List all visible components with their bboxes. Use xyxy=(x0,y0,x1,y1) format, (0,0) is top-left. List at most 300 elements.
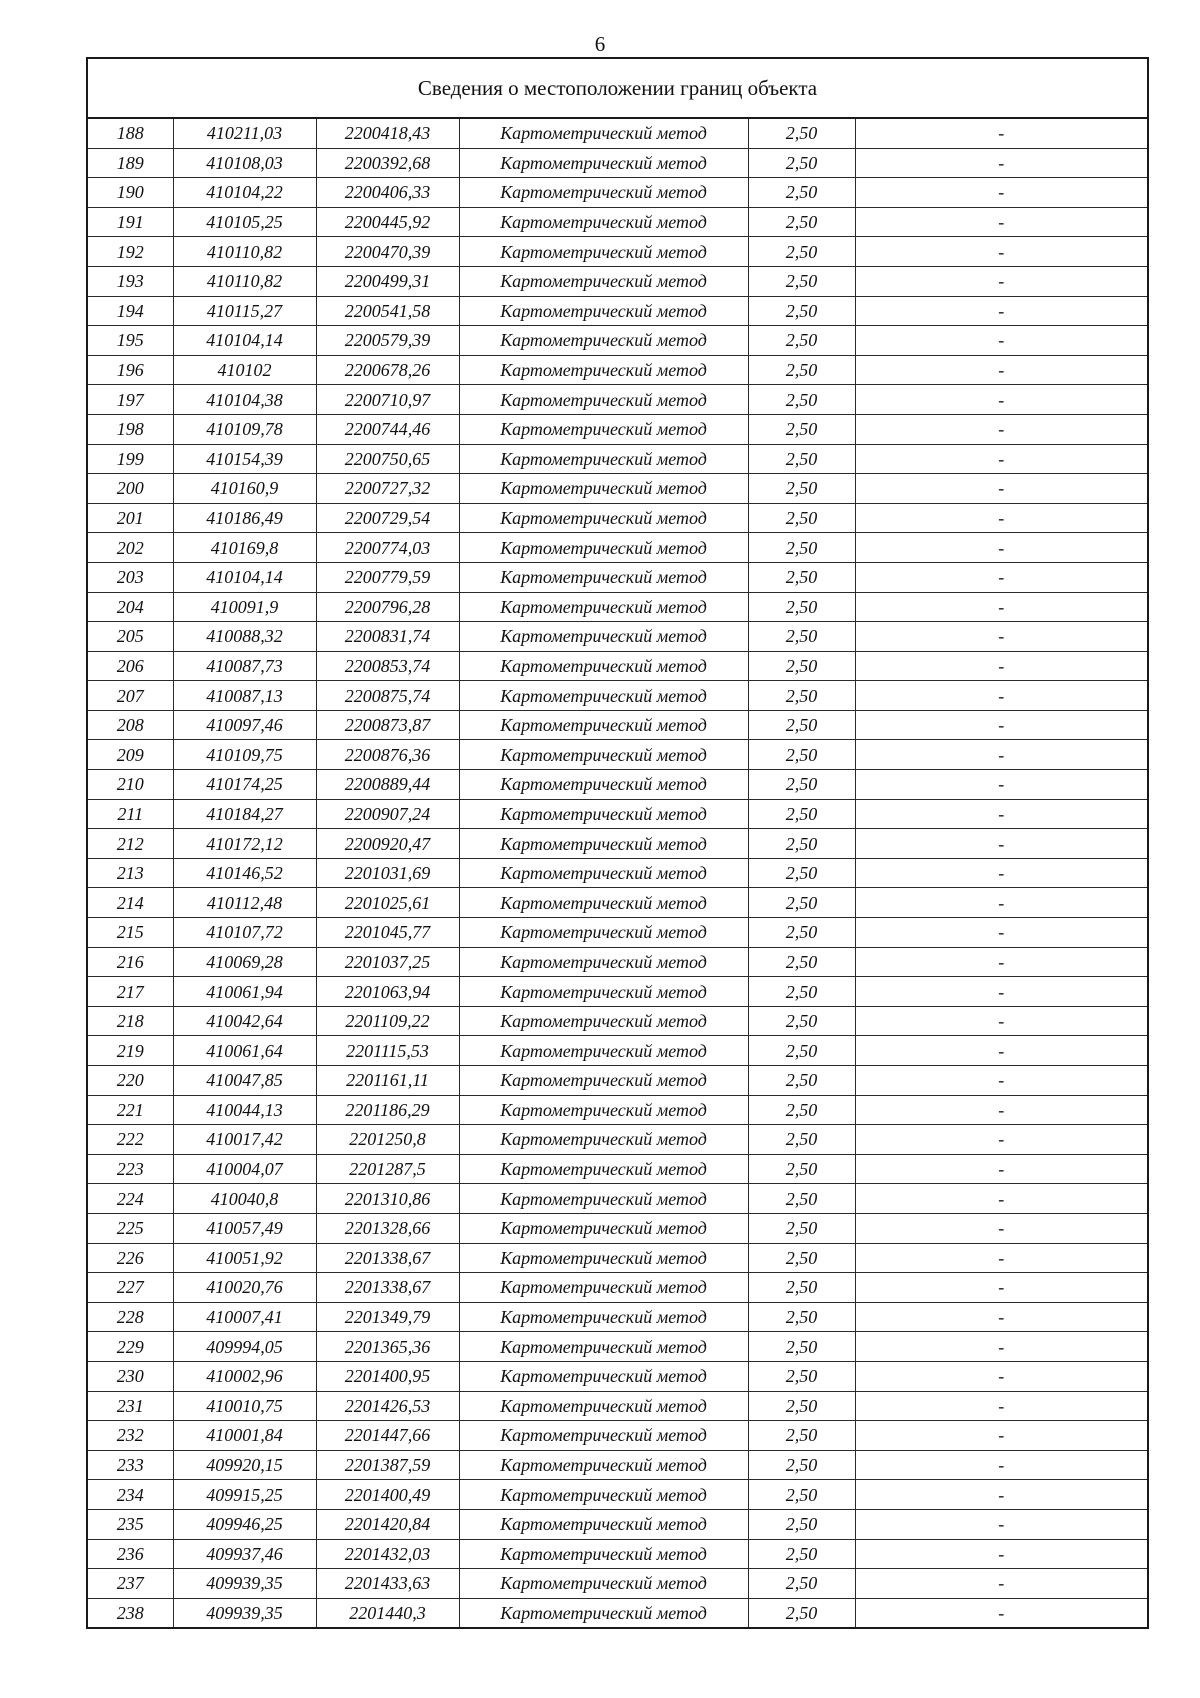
description-cell: - xyxy=(855,1598,1147,1627)
table-row xyxy=(88,1450,1147,1480)
table-row xyxy=(88,326,1147,356)
y-coordinate-cell: 2200853,74 xyxy=(316,651,459,681)
y-coordinate-cell: 2201400,49 xyxy=(316,1480,459,1510)
description-cell: - xyxy=(855,414,1147,444)
y-coordinate-cell: 2201109,22 xyxy=(316,1006,459,1036)
description-cell: - xyxy=(855,1184,1147,1214)
y-coordinate-cell: 2200729,54 xyxy=(316,503,459,533)
method-cell: Картометрический метод xyxy=(459,1332,748,1362)
accuracy-cell: 2,50 xyxy=(748,355,855,385)
y-coordinate-cell: 2201031,69 xyxy=(316,858,459,888)
method-cell: Картометрический метод xyxy=(459,622,748,652)
table-row xyxy=(88,651,1147,681)
boundary-points-table xyxy=(88,119,1147,1627)
method-cell: Картометрический метод xyxy=(459,1243,748,1273)
point-number-cell: 209 xyxy=(88,740,173,770)
table-row xyxy=(88,1095,1147,1125)
accuracy-cell: 2,50 xyxy=(748,1066,855,1096)
method-cell: Картометрический метод xyxy=(459,1125,748,1155)
y-coordinate-cell: 2201045,77 xyxy=(316,918,459,948)
x-coordinate-cell: 410108,03 xyxy=(173,148,316,178)
method-cell: Картометрический метод xyxy=(459,414,748,444)
method-cell: Картометрический метод xyxy=(459,1006,748,1036)
table-row xyxy=(88,770,1147,800)
point-number-cell: 222 xyxy=(88,1125,173,1155)
x-coordinate-cell: 410211,03 xyxy=(173,119,316,148)
accuracy-cell: 2,50 xyxy=(748,503,855,533)
accuracy-cell: 2,50 xyxy=(748,710,855,740)
point-number-cell: 238 xyxy=(88,1598,173,1627)
table-row xyxy=(88,1569,1147,1599)
y-coordinate-cell: 2201447,66 xyxy=(316,1421,459,1451)
description-cell: - xyxy=(855,1421,1147,1451)
x-coordinate-cell: 410001,84 xyxy=(173,1421,316,1451)
description-cell: - xyxy=(855,947,1147,977)
point-number-cell: 210 xyxy=(88,770,173,800)
point-number-cell: 221 xyxy=(88,1095,173,1125)
table-row xyxy=(88,799,1147,829)
point-number-cell: 188 xyxy=(88,119,173,148)
table-row xyxy=(88,829,1147,859)
description-cell: - xyxy=(855,1243,1147,1273)
method-cell: Картометрический метод xyxy=(459,918,748,948)
table-title: Сведения о местоположении границ объекта xyxy=(88,59,1147,119)
x-coordinate-cell: 410061,94 xyxy=(173,977,316,1007)
x-coordinate-cell: 410109,75 xyxy=(173,740,316,770)
x-coordinate-cell: 410042,64 xyxy=(173,1006,316,1036)
point-number-cell: 201 xyxy=(88,503,173,533)
y-coordinate-cell: 2201063,94 xyxy=(316,977,459,1007)
x-coordinate-cell: 410115,27 xyxy=(173,296,316,326)
description-cell: - xyxy=(855,266,1147,296)
accuracy-cell: 2,50 xyxy=(748,1361,855,1391)
table-row xyxy=(88,1273,1147,1303)
point-number-cell: 233 xyxy=(88,1450,173,1480)
x-coordinate-cell: 410088,32 xyxy=(173,622,316,652)
table-body xyxy=(88,119,1147,1627)
table-row xyxy=(88,266,1147,296)
description-cell: - xyxy=(855,355,1147,385)
y-coordinate-cell: 2200418,43 xyxy=(316,119,459,148)
y-coordinate-cell: 2200907,24 xyxy=(316,799,459,829)
y-coordinate-cell: 2201115,53 xyxy=(316,1036,459,1066)
description-cell: - xyxy=(855,562,1147,592)
y-coordinate-cell: 2201400,95 xyxy=(316,1361,459,1391)
y-coordinate-cell: 2200889,44 xyxy=(316,770,459,800)
accuracy-cell: 2,50 xyxy=(748,1006,855,1036)
page-number: 6 xyxy=(594,32,606,56)
y-coordinate-cell: 2201387,59 xyxy=(316,1450,459,1480)
y-coordinate-cell: 2200774,03 xyxy=(316,533,459,563)
point-number-cell: 192 xyxy=(88,237,173,267)
point-number-cell: 189 xyxy=(88,148,173,178)
table-row xyxy=(88,1598,1147,1627)
point-number-cell: 208 xyxy=(88,710,173,740)
method-cell: Картометрический метод xyxy=(459,503,748,533)
accuracy-cell: 2,50 xyxy=(748,1391,855,1421)
method-cell: Картометрический метод xyxy=(459,770,748,800)
accuracy-cell: 2,50 xyxy=(748,385,855,415)
x-coordinate-cell: 409937,46 xyxy=(173,1539,316,1569)
description-cell: - xyxy=(855,858,1147,888)
point-number-cell: 219 xyxy=(88,1036,173,1066)
accuracy-cell: 2,50 xyxy=(748,1213,855,1243)
point-number-cell: 230 xyxy=(88,1361,173,1391)
table-row xyxy=(88,119,1147,148)
y-coordinate-cell: 2200831,74 xyxy=(316,622,459,652)
description-cell: - xyxy=(855,918,1147,948)
y-coordinate-cell: 2200875,74 xyxy=(316,681,459,711)
method-cell: Картометрический метод xyxy=(459,710,748,740)
description-cell: - xyxy=(855,444,1147,474)
x-coordinate-cell: 410172,12 xyxy=(173,829,316,859)
table-row xyxy=(88,562,1147,592)
method-cell: Картометрический метод xyxy=(459,740,748,770)
description-cell: - xyxy=(855,1006,1147,1036)
point-number-cell: 211 xyxy=(88,799,173,829)
description-cell: - xyxy=(855,1480,1147,1510)
accuracy-cell: 2,50 xyxy=(748,207,855,237)
method-cell: Картометрический метод xyxy=(459,1391,748,1421)
y-coordinate-cell: 2200750,65 xyxy=(316,444,459,474)
method-cell: Картометрический метод xyxy=(459,858,748,888)
table-row xyxy=(88,1243,1147,1273)
y-coordinate-cell: 2201426,53 xyxy=(316,1391,459,1421)
table-row xyxy=(88,977,1147,1007)
x-coordinate-cell: 410061,64 xyxy=(173,1036,316,1066)
point-number-cell: 229 xyxy=(88,1332,173,1362)
y-coordinate-cell: 2201440,3 xyxy=(316,1598,459,1627)
x-coordinate-cell: 410104,38 xyxy=(173,385,316,415)
accuracy-cell: 2,50 xyxy=(748,1036,855,1066)
method-cell: Картометрический метод xyxy=(459,296,748,326)
y-coordinate-cell: 2201365,36 xyxy=(316,1332,459,1362)
description-cell: - xyxy=(855,651,1147,681)
accuracy-cell: 2,50 xyxy=(748,1421,855,1451)
method-cell: Картометрический метод xyxy=(459,1066,748,1096)
y-coordinate-cell: 2201328,66 xyxy=(316,1213,459,1243)
method-cell: Картометрический метод xyxy=(459,1539,748,1569)
accuracy-cell: 2,50 xyxy=(748,651,855,681)
table-row xyxy=(88,918,1147,948)
y-coordinate-cell: 2201338,67 xyxy=(316,1243,459,1273)
y-coordinate-cell: 2200920,47 xyxy=(316,829,459,859)
x-coordinate-cell: 410047,85 xyxy=(173,1066,316,1096)
description-cell: - xyxy=(855,1569,1147,1599)
description-cell: - xyxy=(855,710,1147,740)
method-cell: Картометрический метод xyxy=(459,355,748,385)
table-row xyxy=(88,1302,1147,1332)
method-cell: Картометрический метод xyxy=(459,592,748,622)
table-row xyxy=(88,237,1147,267)
x-coordinate-cell: 410091,9 xyxy=(173,592,316,622)
table-row xyxy=(88,1154,1147,1184)
y-coordinate-cell: 2200392,68 xyxy=(316,148,459,178)
x-coordinate-cell: 409939,35 xyxy=(173,1569,316,1599)
accuracy-cell: 2,50 xyxy=(748,1569,855,1599)
accuracy-cell: 2,50 xyxy=(748,444,855,474)
x-coordinate-cell: 410154,39 xyxy=(173,444,316,474)
point-number-cell: 231 xyxy=(88,1391,173,1421)
description-cell: - xyxy=(855,148,1147,178)
point-number-cell: 228 xyxy=(88,1302,173,1332)
description-cell: - xyxy=(855,1125,1147,1155)
point-number-cell: 236 xyxy=(88,1539,173,1569)
y-coordinate-cell: 2200579,39 xyxy=(316,326,459,356)
x-coordinate-cell: 410069,28 xyxy=(173,947,316,977)
method-cell: Картометрический метод xyxy=(459,1598,748,1627)
table-row xyxy=(88,207,1147,237)
y-coordinate-cell: 2201037,25 xyxy=(316,947,459,977)
y-coordinate-cell: 2201433,63 xyxy=(316,1569,459,1599)
y-coordinate-cell: 2200873,87 xyxy=(316,710,459,740)
accuracy-cell: 2,50 xyxy=(748,1243,855,1273)
accuracy-cell: 2,50 xyxy=(748,148,855,178)
table-row xyxy=(88,414,1147,444)
x-coordinate-cell: 410160,9 xyxy=(173,474,316,504)
table-row xyxy=(88,1480,1147,1510)
x-coordinate-cell: 410020,76 xyxy=(173,1273,316,1303)
accuracy-cell: 2,50 xyxy=(748,1598,855,1627)
x-coordinate-cell: 410044,13 xyxy=(173,1095,316,1125)
x-coordinate-cell: 410112,48 xyxy=(173,888,316,918)
method-cell: Картометрический метод xyxy=(459,237,748,267)
method-cell: Картометрический метод xyxy=(459,385,748,415)
method-cell: Картометрический метод xyxy=(459,1273,748,1303)
description-cell: - xyxy=(855,503,1147,533)
point-number-cell: 194 xyxy=(88,296,173,326)
table-row xyxy=(88,444,1147,474)
x-coordinate-cell: 410007,41 xyxy=(173,1302,316,1332)
y-coordinate-cell: 2200406,33 xyxy=(316,178,459,208)
accuracy-cell: 2,50 xyxy=(748,947,855,977)
table-row xyxy=(88,1361,1147,1391)
point-number-cell: 225 xyxy=(88,1213,173,1243)
point-number-cell: 199 xyxy=(88,444,173,474)
x-coordinate-cell: 410010,75 xyxy=(173,1391,316,1421)
method-cell: Картометрический метод xyxy=(459,799,748,829)
accuracy-cell: 2,50 xyxy=(748,1450,855,1480)
table-row xyxy=(88,1213,1147,1243)
table-row xyxy=(88,1125,1147,1155)
accuracy-cell: 2,50 xyxy=(748,296,855,326)
accuracy-cell: 2,50 xyxy=(748,622,855,652)
point-number-cell: 200 xyxy=(88,474,173,504)
accuracy-cell: 2,50 xyxy=(748,474,855,504)
table-row xyxy=(88,1184,1147,1214)
method-cell: Картометрический метод xyxy=(459,1213,748,1243)
y-coordinate-cell: 2201025,61 xyxy=(316,888,459,918)
table-row xyxy=(88,1509,1147,1539)
accuracy-cell: 2,50 xyxy=(748,918,855,948)
table-row xyxy=(88,1036,1147,1066)
x-coordinate-cell: 409994,05 xyxy=(173,1332,316,1362)
method-cell: Картометрический метод xyxy=(459,1154,748,1184)
x-coordinate-cell: 409920,15 xyxy=(173,1450,316,1480)
accuracy-cell: 2,50 xyxy=(748,1480,855,1510)
accuracy-cell: 2,50 xyxy=(748,592,855,622)
table-row xyxy=(88,1006,1147,1036)
description-cell: - xyxy=(855,326,1147,356)
point-number-cell: 224 xyxy=(88,1184,173,1214)
point-number-cell: 198 xyxy=(88,414,173,444)
x-coordinate-cell: 410002,96 xyxy=(173,1361,316,1391)
x-coordinate-cell: 410184,27 xyxy=(173,799,316,829)
x-coordinate-cell: 409946,25 xyxy=(173,1509,316,1539)
x-coordinate-cell: 410146,52 xyxy=(173,858,316,888)
point-number-cell: 193 xyxy=(88,266,173,296)
method-cell: Картометрический метод xyxy=(459,474,748,504)
y-coordinate-cell: 2200744,46 xyxy=(316,414,459,444)
y-coordinate-cell: 2201432,03 xyxy=(316,1539,459,1569)
method-cell: Картометрический метод xyxy=(459,562,748,592)
x-coordinate-cell: 410102 xyxy=(173,355,316,385)
description-cell: - xyxy=(855,1066,1147,1096)
y-coordinate-cell: 2200470,39 xyxy=(316,237,459,267)
y-coordinate-cell: 2201186,29 xyxy=(316,1095,459,1125)
method-cell: Картометрический метод xyxy=(459,326,748,356)
y-coordinate-cell: 2201420,84 xyxy=(316,1509,459,1539)
point-number-cell: 203 xyxy=(88,562,173,592)
point-number-cell: 195 xyxy=(88,326,173,356)
point-number-cell: 190 xyxy=(88,178,173,208)
point-number-cell: 191 xyxy=(88,207,173,237)
accuracy-cell: 2,50 xyxy=(748,1539,855,1569)
point-number-cell: 205 xyxy=(88,622,173,652)
accuracy-cell: 2,50 xyxy=(748,533,855,563)
method-cell: Картометрический метод xyxy=(459,1480,748,1510)
accuracy-cell: 2,50 xyxy=(748,414,855,444)
description-cell: - xyxy=(855,740,1147,770)
description-cell: - xyxy=(855,178,1147,208)
method-cell: Картометрический метод xyxy=(459,651,748,681)
method-cell: Картометрический метод xyxy=(459,1509,748,1539)
point-number-cell: 234 xyxy=(88,1480,173,1510)
table-row xyxy=(88,947,1147,977)
table-row xyxy=(88,1539,1147,1569)
table-row xyxy=(88,592,1147,622)
table-row xyxy=(88,710,1147,740)
point-number-cell: 218 xyxy=(88,1006,173,1036)
description-cell: - xyxy=(855,119,1147,148)
point-number-cell: 226 xyxy=(88,1243,173,1273)
table-row xyxy=(88,385,1147,415)
method-cell: Картометрический метод xyxy=(459,888,748,918)
description-cell: - xyxy=(855,622,1147,652)
point-number-cell: 216 xyxy=(88,947,173,977)
accuracy-cell: 2,50 xyxy=(748,1302,855,1332)
accuracy-cell: 2,50 xyxy=(748,237,855,267)
y-coordinate-cell: 2200710,97 xyxy=(316,385,459,415)
point-number-cell: 196 xyxy=(88,355,173,385)
point-number-cell: 220 xyxy=(88,1066,173,1096)
description-cell: - xyxy=(855,829,1147,859)
y-coordinate-cell: 2200779,59 xyxy=(316,562,459,592)
method-cell: Картометрический метод xyxy=(459,1361,748,1391)
table-row xyxy=(88,1332,1147,1362)
x-coordinate-cell: 410104,14 xyxy=(173,326,316,356)
table-row xyxy=(88,1391,1147,1421)
y-coordinate-cell: 2200678,26 xyxy=(316,355,459,385)
accuracy-cell: 2,50 xyxy=(748,770,855,800)
description-cell: - xyxy=(855,1332,1147,1362)
description-cell: - xyxy=(855,474,1147,504)
method-cell: Картометрический метод xyxy=(459,207,748,237)
method-cell: Картометрический метод xyxy=(459,266,748,296)
y-coordinate-cell: 2201250,8 xyxy=(316,1125,459,1155)
point-number-cell: 223 xyxy=(88,1154,173,1184)
table-row xyxy=(88,178,1147,208)
description-cell: - xyxy=(855,296,1147,326)
description-cell: - xyxy=(855,1509,1147,1539)
method-cell: Картометрический метод xyxy=(459,533,748,563)
y-coordinate-cell: 2201310,86 xyxy=(316,1184,459,1214)
x-coordinate-cell: 410109,78 xyxy=(173,414,316,444)
accuracy-cell: 2,50 xyxy=(748,799,855,829)
y-coordinate-cell: 2200796,28 xyxy=(316,592,459,622)
point-number-cell: 212 xyxy=(88,829,173,859)
boundary-table-sheet xyxy=(86,57,1149,1629)
x-coordinate-cell: 410017,42 xyxy=(173,1125,316,1155)
description-cell: - xyxy=(855,1361,1147,1391)
description-cell: - xyxy=(855,1539,1147,1569)
method-cell: Картометрический метод xyxy=(459,829,748,859)
table-row xyxy=(88,148,1147,178)
method-cell: Картометрический метод xyxy=(459,681,748,711)
method-cell: Картометрический метод xyxy=(459,444,748,474)
point-number-cell: 213 xyxy=(88,858,173,888)
method-cell: Картометрический метод xyxy=(459,178,748,208)
point-number-cell: 207 xyxy=(88,681,173,711)
y-coordinate-cell: 2201349,79 xyxy=(316,1302,459,1332)
accuracy-cell: 2,50 xyxy=(748,1184,855,1214)
y-coordinate-cell: 2200876,36 xyxy=(316,740,459,770)
accuracy-cell: 2,50 xyxy=(748,266,855,296)
y-coordinate-cell: 2200727,32 xyxy=(316,474,459,504)
accuracy-cell: 2,50 xyxy=(748,681,855,711)
method-cell: Картометрический метод xyxy=(459,148,748,178)
method-cell: Картометрический метод xyxy=(459,1036,748,1066)
x-coordinate-cell: 410087,73 xyxy=(173,651,316,681)
accuracy-cell: 2,50 xyxy=(748,977,855,1007)
accuracy-cell: 2,50 xyxy=(748,178,855,208)
x-coordinate-cell: 410105,25 xyxy=(173,207,316,237)
description-cell: - xyxy=(855,1213,1147,1243)
description-cell: - xyxy=(855,1273,1147,1303)
accuracy-cell: 2,50 xyxy=(748,326,855,356)
description-cell: - xyxy=(855,1036,1147,1066)
table-row xyxy=(88,1066,1147,1096)
y-coordinate-cell: 2200445,92 xyxy=(316,207,459,237)
method-cell: Картометрический метод xyxy=(459,1421,748,1451)
x-coordinate-cell: 410110,82 xyxy=(173,266,316,296)
description-cell: - xyxy=(855,977,1147,1007)
point-number-cell: 232 xyxy=(88,1421,173,1451)
x-coordinate-cell: 410040,8 xyxy=(173,1184,316,1214)
x-coordinate-cell: 410087,13 xyxy=(173,681,316,711)
table-row xyxy=(88,474,1147,504)
method-cell: Картометрический метод xyxy=(459,119,748,148)
description-cell: - xyxy=(855,207,1147,237)
accuracy-cell: 2,50 xyxy=(748,888,855,918)
point-number-cell: 237 xyxy=(88,1569,173,1599)
description-cell: - xyxy=(855,592,1147,622)
accuracy-cell: 2,50 xyxy=(748,1332,855,1362)
table-row xyxy=(88,355,1147,385)
description-cell: - xyxy=(855,888,1147,918)
y-coordinate-cell: 2201161,11 xyxy=(316,1066,459,1096)
description-cell: - xyxy=(855,1450,1147,1480)
